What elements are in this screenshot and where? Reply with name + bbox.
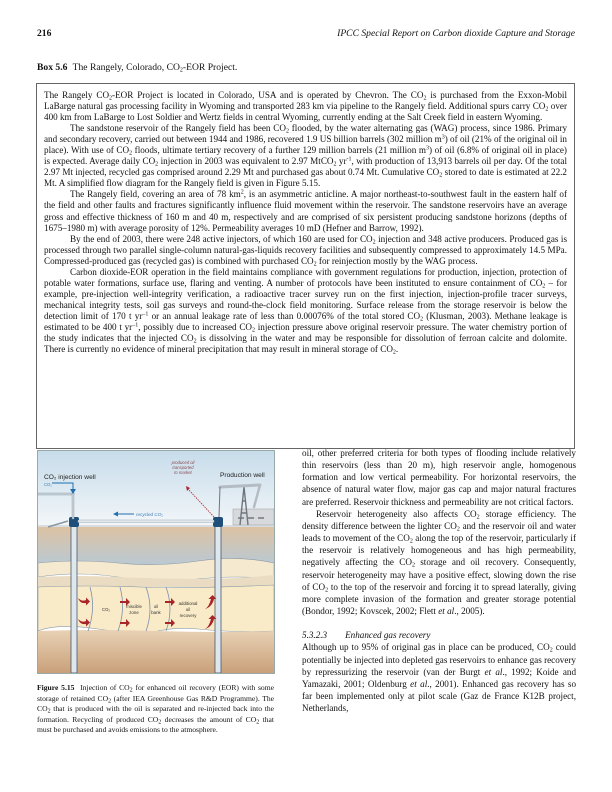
subscript: 2 [109, 95, 113, 102]
italic-text: et al [438, 606, 455, 617]
right-column-body-continued [302, 641, 576, 714]
subscript: 2 [423, 95, 427, 102]
co2-supply-pipe [38, 493, 74, 495]
label-co2-input: CO₂ [44, 482, 52, 487]
box-paragraph: The sandstone reservoir of the Rangely field has been $CO_2$ flooded, by the water alternating gas (WAG) process, since 1986. Primary and secondary recovery, carried out between 1944 and 1986, recovered 1.9 US billion barrels (302 million $m^3$) of oil (21% of the original oil in place). With use of $CO_2$ floods, ultimate tertiary recovery of a further 129 million barrels (21 million $m^3$) of oil (6.8% of original oil in place) is expected. Average daily $CO_2$ injection in 2003 was equivalent to 2.97 MtCO$_2$ $yr^{-1}$, with production of 13,913 barrels oil per day. Of the total 2.97 Mt injected, recycled gas comprised around 2.29 Mt and purchased gas about 0.74 Mt. Cumulative $CO_2$ stored to date is estimated at 22.2 Mt. A simplified flow diagram for the Rangely field is given in Figure 5.15. [44, 123, 568, 189]
superscript: –1 [142, 311, 149, 318]
label-zone-miscible-2: zone [129, 610, 139, 615]
subscript: 2 [129, 150, 133, 157]
facility-window [248, 517, 254, 519]
subscript: 2 [108, 698, 112, 705]
subscript: 2 [542, 283, 546, 290]
figure-caption [37, 683, 274, 736]
figure-5-15 [37, 450, 275, 674]
subscript: 2 [129, 687, 133, 694]
subsection-title: Enhanced gas recovery [345, 630, 431, 641]
subscript: 2 [47, 708, 51, 715]
label-zone-oil-2: bank [151, 610, 161, 615]
label-zone-additional-2: oil [185, 607, 191, 612]
subsection-number: 5.3.2.3 [302, 630, 328, 641]
subscript: 2 [285, 128, 289, 135]
right-column-body [302, 447, 576, 617]
superscript: –1 [132, 322, 139, 329]
right-column [302, 447, 576, 714]
subscript: 2 [155, 161, 159, 168]
subscript: 2 [411, 562, 415, 569]
subscript: 2 [439, 172, 443, 179]
label-zone-additional-3: recovery [179, 613, 197, 618]
facility-window [258, 517, 264, 519]
label-zone-oil-1: oil [153, 604, 159, 609]
subscript: 2 [549, 647, 553, 654]
walking-beam [220, 485, 260, 487]
superscript: 3 [425, 145, 429, 152]
label-recycled-co2: recycled CO₂ [136, 512, 164, 517]
production-well-casing [215, 523, 221, 673]
box-title [37, 62, 237, 73]
subscript: 2 [420, 316, 424, 323]
label-zone-co2: CO₂ [101, 607, 111, 612]
subscript: 2 [476, 514, 480, 521]
subscript: 2 [333, 161, 337, 168]
subscript: 2 [456, 526, 460, 533]
subscript: 2 [545, 106, 549, 113]
label-injection-well: CO₂ injection well [44, 474, 96, 481]
figure-caption-text: Injection of $CO_2$ for enhanced oil recovery (EOR) with some storage of retained $CO_2$ (after IEA Greenhouse Gas R&D Programme). The $CO_2$ that is produced with the oil is separated and re-injected back into the formation. Recycling of produced $CO_2$ decreases the amount of $CO_2$ that must be purchased and avoids emissions to the atmosphere. [37, 683, 275, 735]
box-title-text [73, 62, 238, 73]
subscript: 2 [158, 719, 162, 726]
superscript: -1 [346, 156, 352, 163]
italic-text: et al [410, 678, 428, 689]
subscript: 2 [313, 261, 317, 268]
subscript: 2 [193, 338, 197, 345]
page-header [37, 28, 575, 42]
subsection-heading [302, 629, 576, 641]
label-zone-miscible-1: miscible [126, 604, 142, 609]
superscript: 3 [441, 134, 445, 141]
box-title-pre: The Rangely, Colorado, CO [72, 62, 180, 73]
subscript: 2 [325, 587, 329, 594]
subscript: 2 [392, 349, 396, 356]
subscript: 2 [252, 327, 256, 334]
label-produced-oil-3: to market [174, 470, 192, 475]
box-paragraph: The Rangely $CO_2$-EOR Project is located in Colorado, USA and is operated by Chevron. The $CO_2$ is purchased from the Exxon-Mobil LaBarge natural gas processing facility in Wyoming and transported 283 km via pipeline to the Rangely field. Additional spurs carry $CO_2$ over 400 km from LaBarge to Lost Soldier and Wertz fields in central Wyoming, currently ending at the Salt Creek field in eastern Wyoming. [44, 90, 568, 123]
box-label: Box 5.6 [37, 62, 68, 73]
running-title: IPCC Special Report on Carbon dioxide Capture and Storage [337, 28, 575, 39]
box-paragraph: Carbon dioxide-EOR operation in the field maintains compliance with government regulations for production, injection, protection of potable water formations, surface use, flaring and venting. A number of protocols have been instituted to ensure containment of $CO_2$ – for example, pre-injection well-integrity verification, a radioactive tracer survey run on the first injection, injection-profile tracer surveys, mechanical integrity tests, soil gas surveys and round-the-clock field monitoring. Surface release from the storage reservoir is below the detection limit of 170 t $yr^{-1}$ or an annual leakage rate of less than 0.00076% of the total stored $CO_2$ (Klusman, 2003). Methane leakage is estimated to be 400 t $yr^{-1}$, possibly due to increased $CO_2$ injection pressure above original reservoir pressure. The water chemistry portion of the study indicates that the injected $CO_2$ is dissolving in the water and may be responsible for dissolution of ferroan calcite and dolomite. There is currently no evidence of mineral precipitation that may result in mineral storage of $CO_2$. [44, 266, 567, 356]
page-number: 216 [37, 28, 52, 39]
body-paragraph: oil, other preferred criteria for both types of flooding include relatively thin reservoirs (less than 20 m), high reservoir angle, homogenous formation and low vertical permeability. For horizontal reservoirs, the absence of natural water flow, major gas cap and major natural fractures are preferred. Reservoir thickness and permeability are not critical factors. [302, 448, 576, 507]
figure-label: Figure 5.15 [37, 683, 75, 692]
injection-well-casing [71, 523, 77, 673]
label-produced-oil-2: transported [172, 465, 194, 470]
superscript: 2 [240, 189, 244, 196]
subscript: 2 [256, 719, 260, 726]
box-paragraph: The Rangely field, covering an area of 78 $km^2$, is an asymmetric anticline. A major northeast-to-southwest fault in the eastern half of the field and other faults and fractures significantly influence fluid movement within the reservoir. The sandstone reservoirs have an average gross and effective thickness of 160 m and 40 m, respectively and are comprised of six persistent producing sandstone horizons (depths of 1675–1980 m) with average porosity of 12%. Permeability averages 10 mD (Hefner and Barrow, 1992). [44, 189, 568, 233]
production-wellhead [213, 517, 223, 527]
co2-supply-riser [72, 493, 74, 519]
label-produced-oil-1: produced oil [171, 460, 195, 465]
body-paragraph: Reservoir heterogeneity also affects $CO_2$ storage efficiency. The density difference between the lighter $CO_2$ and the reservoir oil and water leads to movement of the $CO_2$ along the top of the reservoir, particularly if the reservoir is relatively homogeneous and has high permeability, negatively affecting the $CO_2$ storage and oil recovery. Consequently, reservoir heterogeneity may have a positive effect, slowing down the rise of $CO_2$ to the top of the reservoir and forcing it to spread laterally, giving more complete invasion of the formation and greater storage potential (Bondor, 1992; Kovscek, 2002; Flett et al., 2005). [302, 508, 577, 617]
eor-diagram [38, 451, 274, 673]
subscript: 2 [409, 538, 413, 545]
box-title-sub: 2 [179, 67, 183, 74]
box-title-post: -EOR Project. [182, 62, 238, 73]
box-5-6 [36, 83, 575, 449]
label-production-well: Production well [220, 472, 265, 479]
italic-text: et al [484, 666, 503, 677]
subscript: 2 [372, 239, 376, 246]
body-paragraph: Although up to 95% of original gas in place can be produced, $CO_2$ could potentially be injected into depleted gas reservoirs to enhance gas recovery by repressurizing the reservoir (van der Burgt et al., 1992; Koide and Yamazaki, 2001; Oldenburg et al., 2001). Enhanced gas recovery has so far been implemented only at pilot scale (Gaz de France K12B project, Netherlands, [302, 642, 577, 714]
box-paragraph: By the end of 2003, there were 248 active injectors, of which 160 are used for $CO_2$ injection and 348 active producers. Produced gas is processed through two parallel single-column natural-gas-liquids recovery facilities and subsequently compressed to approximately 14.5 MPa. Compressed-produced gas (recycled gas) is combined with purchased $CO_2$ for reinjection mostly by the WAG process. [44, 233, 567, 268]
label-zone-additional-1: additional [178, 601, 198, 606]
recycle-pipeline [78, 520, 214, 523]
